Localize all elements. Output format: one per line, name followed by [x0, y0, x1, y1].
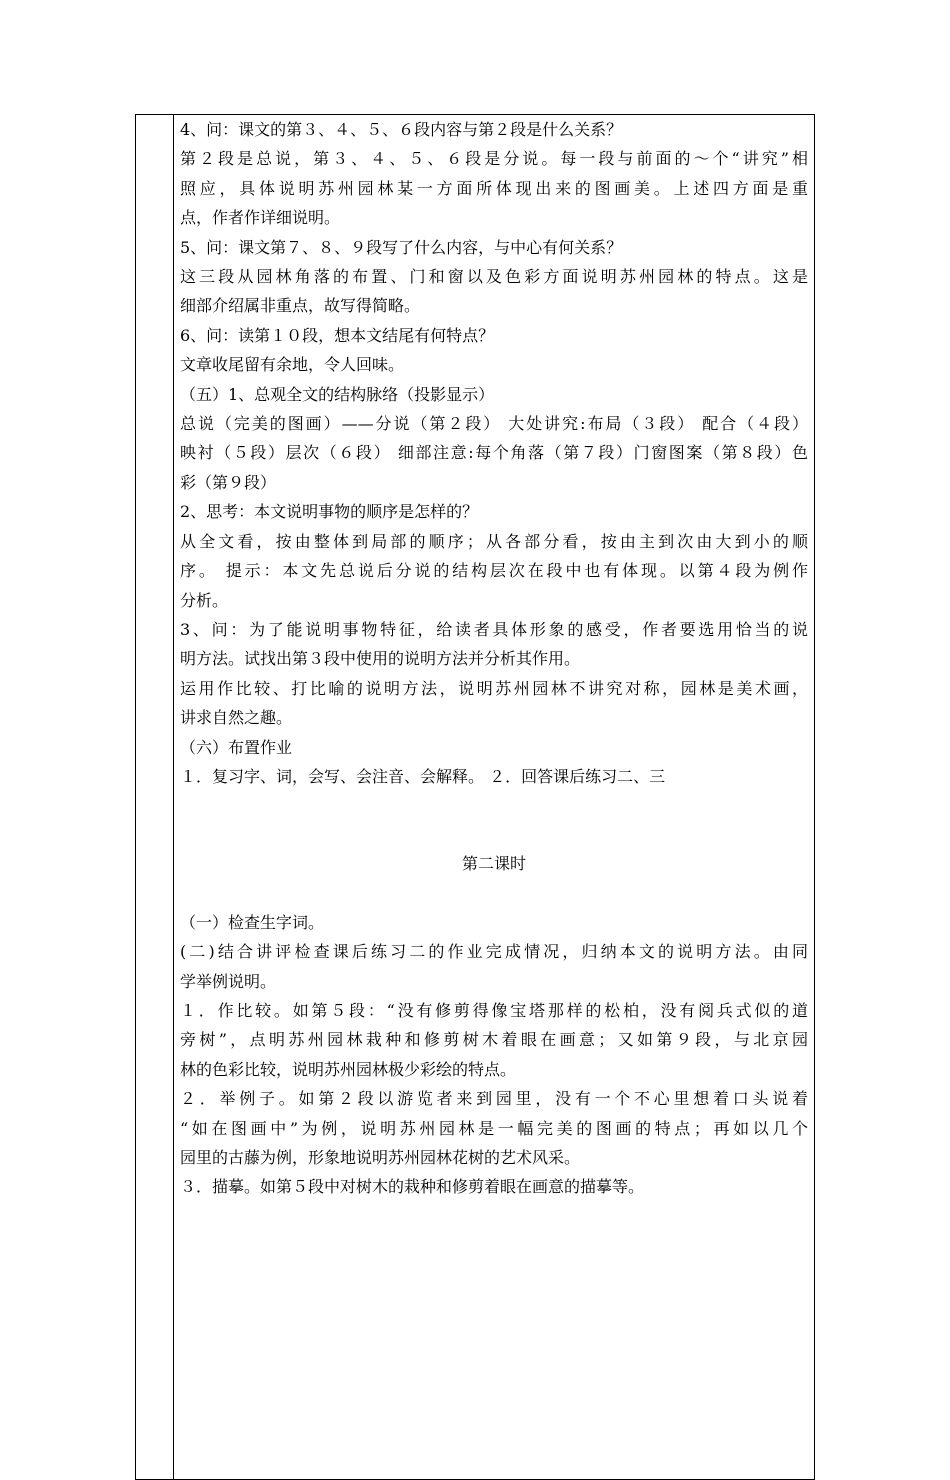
text-line: 学举例说明。 — [180, 971, 277, 991]
text-line: 彩（第９段） — [180, 472, 277, 492]
text-line: 4、问：课文的第３、４、５、６段内容与第２段是什么关系？ — [180, 120, 623, 139]
text-line: 6、问：读第１０段，想本文结尾有何特点？ — [180, 325, 495, 345]
text-line: 旁树”，点明苏州园林栽种和修剪树木着眼在画意；又如第９段，与北京园 — [180, 1030, 808, 1050]
text-line: １．复习字、词，会写、会注音、会解释。 ２．回答课后练习二、三 — [180, 766, 666, 786]
text-line: 文章收尾留有余地，令人回味。 — [180, 355, 405, 375]
text-line: 5、问：课文第７、８、９段写了什么内容，与中心有何关系？ — [180, 237, 623, 257]
text-line: “如在图画中”为例，说明苏州园林是一幅完美的图画的特点；再如以几个 — [180, 1118, 808, 1138]
text-line: 2、思考：本文说明事物的顺序是怎样的？ — [180, 502, 479, 522]
text-line: 总说（完美的图画）——分说（第２段） 大处讲究:布局（３段） 配合（４段） — [180, 414, 808, 434]
text-line: (二)结合讲评检查课后练习二的作业完成情况，归纳本文的说明方法。由同 — [180, 942, 808, 962]
text-line: 讲求自然之趣。 — [180, 708, 293, 728]
text-line: 照应，具体说明苏州园林某一方面所体现出来的图画美。上述四方面是重 — [180, 178, 808, 198]
text-line: （六）布置作业 — [180, 737, 293, 757]
text-line: 第２段是总说，第３、４、５、６段是分说。每一段与前面的～个“讲究”相 — [180, 149, 808, 169]
text-line: 园里的古藤为例，形象地说明苏州园林花树的艺术风采。 — [180, 1148, 581, 1167]
content-cell — [174, 115, 814, 1202]
text-line: 明方法。试找出第３段中使用的说明方法并分析其作用。 — [180, 649, 581, 669]
text-line: 分析。 — [180, 590, 229, 610]
text-line: （一）检查生字词。 — [180, 912, 325, 932]
text-line: １．作比较。如第５段：“没有修剪得像宝塔那样的松柏，没有阅兵式似的道 — [180, 1000, 808, 1020]
text-line: 映衬（５段）层次（６段） 细部注意:每个角落（第７段）门窗图案（第８段）色 — [180, 443, 808, 463]
text-line: 细部介绍属非重点，故写得简略。 — [180, 296, 421, 316]
text-line: 林的色彩比较，说明苏州园林极少彩绘的特点。 — [180, 1059, 517, 1079]
lesson-table — [135, 114, 815, 1480]
left-column-cell — [136, 115, 174, 1479]
text-line: （五）1、总观全文的结构脉络（投影显示） — [180, 384, 495, 404]
text-line: ３．描摹。如第５段中对树木的栽种和修剪着眼在画意的描摹等。 — [180, 1177, 645, 1197]
section-title: 第二课时 — [461, 854, 526, 874]
text-line: 3、问：为了能说明事物特征，给读者具体形象的感受，作者要选用恰当的说 — [180, 619, 808, 639]
text-line: 从全文看，按由整体到局部的顺序；从各部分看，按由主到次由大到小的顺 — [180, 531, 808, 551]
text-line: 序。 提示：本文先总说后分说的结构层次在段中也有体现。以第４段为例作 — [180, 561, 808, 581]
text-line: 运用作比较、打比喻的说明方法，说明苏州园林不讲究对称，园林是美术画， — [180, 678, 808, 698]
text-line: 这三段从园林角落的布置、门和窗以及色彩方面说明苏州园林的特点。这是 — [180, 267, 808, 287]
text-line: 点，作者作详细说明。 — [180, 208, 341, 228]
text-line: ２．举例子。如第２段以游览者来到园里，没有一个不心里想着口头说着 — [180, 1089, 808, 1109]
